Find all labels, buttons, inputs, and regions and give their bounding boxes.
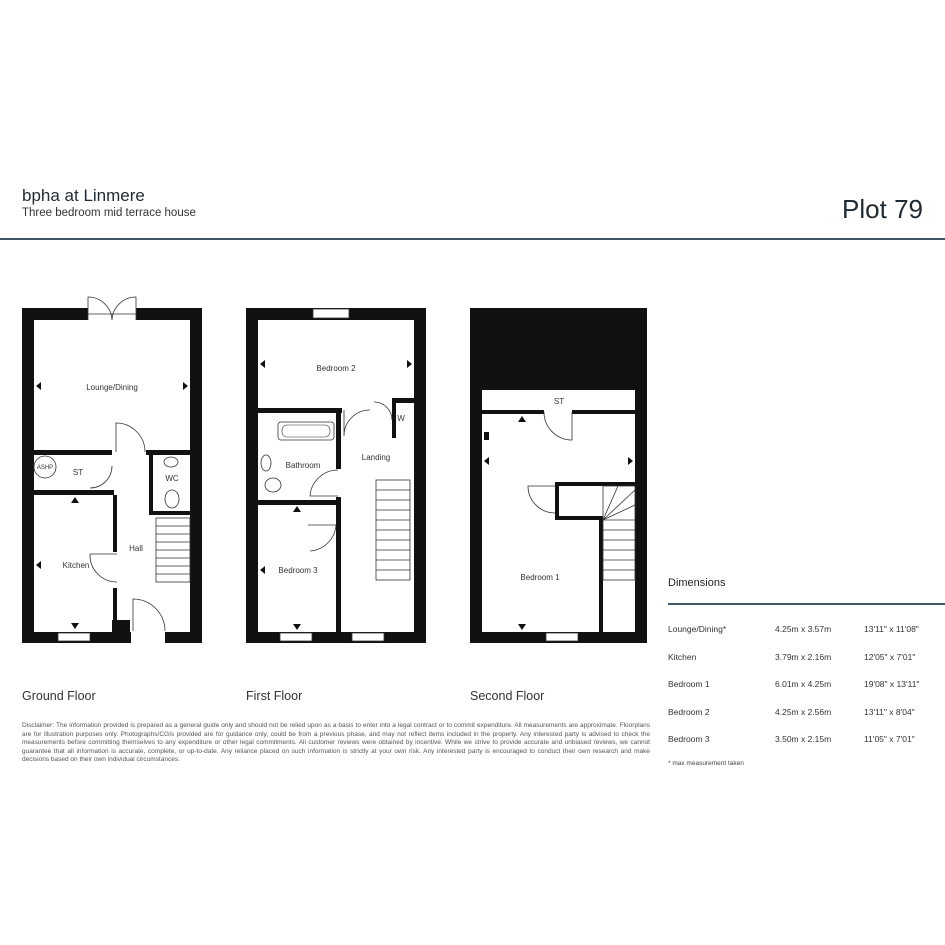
ground-floor-plan xyxy=(22,297,202,643)
second-floor-stairs xyxy=(603,486,635,580)
landing-window xyxy=(352,633,384,641)
room-label-wc: WC xyxy=(165,474,179,483)
lounge-door-icon xyxy=(116,423,145,452)
dimension-row xyxy=(668,707,945,721)
kitchen-window xyxy=(58,633,90,641)
dimension-metric: 4.25m x 3.57m xyxy=(775,624,832,634)
dimension-row xyxy=(668,652,945,666)
basin-icon xyxy=(164,457,178,467)
bathroom-basin-icon xyxy=(261,455,271,471)
bedroom2-door-icon xyxy=(344,410,370,436)
dimension-room: Bedroom 3 xyxy=(668,734,710,744)
second-floor-plan xyxy=(470,308,647,643)
dimension-imperial: 13'11" x 11'08" xyxy=(864,624,919,634)
wall-lounge-wc xyxy=(146,450,190,455)
wall-bathroom-right-lower xyxy=(336,497,341,632)
room-label-bathroom: Bathroom xyxy=(285,461,321,470)
toilet-icon xyxy=(165,490,179,508)
wall-bathroom-right xyxy=(336,413,341,469)
dimension-metric: 6.01m x 4.25m xyxy=(775,679,832,689)
bedroom3-window xyxy=(280,633,312,641)
bath-inner xyxy=(282,425,330,437)
second-floor-label: Second Floor xyxy=(470,689,545,703)
plot-number: Plot 79 xyxy=(842,194,923,224)
wall-bedroom2-bottom-right xyxy=(392,398,414,403)
second-floor-outer-wall xyxy=(470,308,647,643)
dimension-room: Bedroom 2 xyxy=(668,707,710,717)
wall-bathroom-bottom xyxy=(258,500,336,505)
room-label-store-second: ST xyxy=(553,397,565,406)
wall-store-right xyxy=(572,410,635,414)
wall-stair-side xyxy=(599,516,603,632)
dimension-row xyxy=(668,679,945,693)
bedroom1-door-icon xyxy=(528,486,555,513)
room-label-lounge: Lounge/Dining xyxy=(86,383,138,392)
dimensions-footnote: * max measurement taken xyxy=(668,760,744,767)
ground-stairs xyxy=(156,518,190,582)
wall-store xyxy=(482,410,544,414)
wall-stair-top xyxy=(555,482,635,486)
dimension-imperial: 19'08" x 13'11" xyxy=(864,679,920,689)
room-label-bedroom1: Bedroom 1 xyxy=(520,573,560,582)
room-label-bedroom3: Bedroom 3 xyxy=(278,566,318,575)
front-door-icon xyxy=(133,599,165,631)
wardrobe-door-icon xyxy=(374,402,392,420)
second-floor-dimension-markers xyxy=(484,416,633,630)
bedroom3-door-icon xyxy=(308,525,336,551)
dimensions-title: Dimensions xyxy=(668,577,726,589)
wall-lounge-store xyxy=(34,450,112,455)
header-divider xyxy=(0,238,945,240)
wall-stair-return xyxy=(555,516,599,520)
dimension-imperial: 13'11" x 8'04" xyxy=(864,707,915,717)
front-door-opening xyxy=(131,631,165,643)
wall-stair-left xyxy=(555,482,559,520)
room-label-bedroom2: Bedroom 2 xyxy=(316,364,356,373)
dimension-metric: 3.50m x 2.15m xyxy=(775,734,832,744)
wall-store-kitchen xyxy=(34,490,114,495)
wall-bedroom2-bottom xyxy=(258,408,342,413)
first-floor-stairs xyxy=(376,480,410,580)
disclaimer-text: Disclaimer: The information provided is prepared as a general guide only and should not be relied upon as a basis to enter into a legal contract or to commit expenditure. All measurements are approximate. Floorplans are for illustration purposes only. Photographs/CGIs provided are for guidance only, could be from a previous phase, and may not reflect items included in the property. Any interested party is advised to check the measurements before committing themselves to any expenditure or other legal commitments. All customer reviews were obtained by incentive. While we strive to provide accurate and unbiased reviews, we cannot guarantee that all information is accurate, complete, or up-to-date. Any reliance placed on such information is strictly at your own risk. Any interested party is encouraged to conduct their own research and make decisions based on their own individual circumstances. xyxy=(22,722,650,764)
first-floor-label: First Floor xyxy=(246,689,303,703)
wall-wc-bottom xyxy=(149,511,190,515)
kitchen-door-icon xyxy=(90,554,117,582)
dimension-imperial: 11'05" x 7'01" xyxy=(864,734,915,744)
wall-kitchen-hall xyxy=(113,495,117,552)
floor-plans xyxy=(0,280,945,680)
dimension-markers xyxy=(36,382,188,629)
dimension-room: Bedroom 1 xyxy=(668,679,710,689)
bathroom-door-icon xyxy=(310,470,338,496)
dimension-metric: 4.25m x 2.56m xyxy=(775,707,832,717)
room-label-store: ST xyxy=(72,468,84,477)
store-door-icon xyxy=(90,466,112,488)
dimension-imperial: 12'05" x 7'01" xyxy=(864,652,916,662)
bathroom-toilet-icon xyxy=(265,478,281,492)
second-floor-window xyxy=(546,633,578,641)
first-floor-plan xyxy=(246,308,426,643)
ground-floor-label: Ground Floor xyxy=(22,689,96,703)
dimension-row xyxy=(668,624,945,638)
dimension-row xyxy=(668,734,945,748)
dimensions-divider xyxy=(668,603,945,605)
room-label-ashp: ASHP xyxy=(36,465,54,471)
room-label-wardrobe: W xyxy=(397,414,405,423)
dimension-metric: 3.79m x 2.16m xyxy=(775,652,832,662)
wall-wc xyxy=(149,455,153,513)
room-label-hall: Hall xyxy=(129,544,143,553)
development-name: bpha at Linmere xyxy=(22,186,145,205)
dimension-room: Lounge/Dining* xyxy=(668,624,727,634)
room-label-landing: Landing xyxy=(361,453,391,462)
dimension-room: Kitchen xyxy=(668,652,697,662)
wall-kitchen-hall-lower xyxy=(113,588,117,632)
bedroom2-window xyxy=(313,309,349,318)
room-label-kitchen: Kitchen xyxy=(62,561,90,570)
wall-wardrobe xyxy=(392,403,396,438)
house-type: Three bedroom mid terrace house xyxy=(22,207,196,219)
store-door-icon xyxy=(544,412,572,440)
